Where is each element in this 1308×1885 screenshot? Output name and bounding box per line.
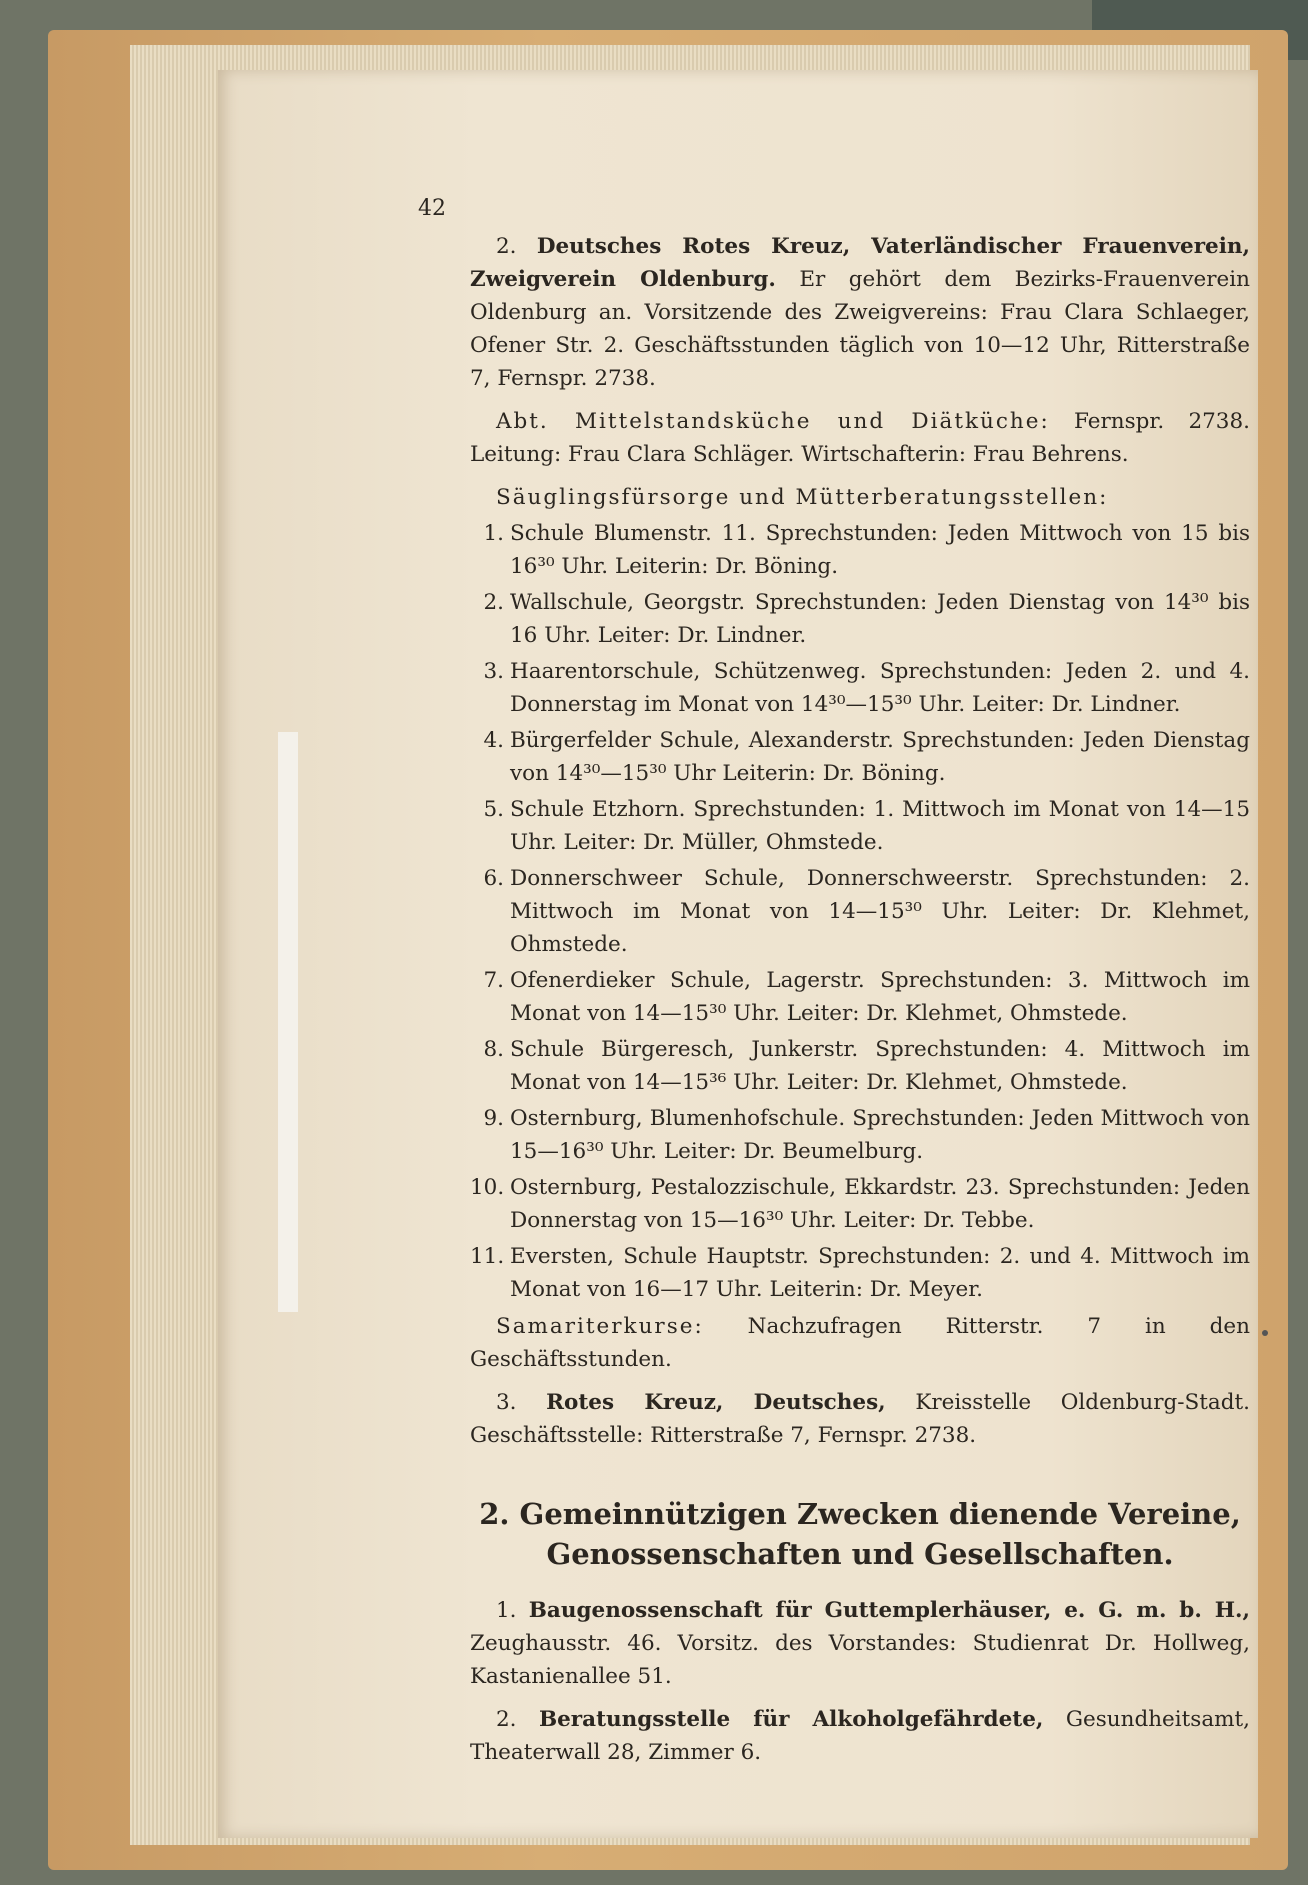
list-item	[470, 1240, 1250, 1306]
samariter-label: Samariterkurse:	[496, 1314, 704, 1339]
list-item-text: Donnerschweer Schule, Donnerschweerstr. Sprechstunden: 2. Mittwoch im Monat von 14—15³⁰ Uhr. Leiter: Dr. Klehmet, Ohmstede.	[510, 866, 1250, 957]
saeuglingsfuersorge-heading: Säuglingsfürsorge und Mütterberatungsstellen:	[496, 485, 1109, 510]
list-item-text: Osternburg, Pestalozzischule, Ekkardstr. 23. Sprechstunden: Jeden Donnerstag von 15—16³⁰ Uhr. Leiter: Dr. Tebbe.	[510, 1175, 1250, 1233]
section-heading: 2. Gemeinnützigen Zwecken dienende Vereine, Genossenschaften und Gesellschaften.	[479, 1497, 1241, 1571]
list-item-text: Haarentorschule, Schützenweg. Sprechstunden: Jeden 2. und 4. Donnerstag im Monat von 14³⁰—15³⁰ Uhr. Leiter: Dr. Lindner.	[510, 659, 1250, 717]
entry-baugenossenschaft: 1. Baugenossenschaft für Guttemplerhäuser, e. G. m. b. H., Zeughausstr. 46. Vorsitz. des Vorstandes: Studienrat Dr. Hollweg, Kastanienallee 51.	[470, 1598, 1250, 1689]
entry-rotes-kreuz-kreisstelle: 3. Rotes Kreuz, Deutsches, Kreisstelle Oldenburg-Stadt. Geschäftsstelle: Ritterstraße 7, Fernspr. 2738.	[470, 1390, 1250, 1448]
list-item-number: 2.	[483, 590, 504, 615]
entry-title: Deutsches Rotes Kreuz, Vaterländischer Frauenverein, Zweigverein Oldenburg.	[470, 234, 1250, 292]
entry-drk-zweigverein: 2. Deutsches Rotes Kreuz, Vaterländischer Frauenverein, Zweigverein Oldenburg. Er gehört dem Bezirks-Frauenverein Oldenburg an. Vorsitzende des Zweigvereins: Frau Clara Schlaeger, Ofener Str. 2. Geschäftsstunden täglich von 10—12 Uhr, Ritterstraße 7, Fernspr. 2738.	[470, 234, 1250, 391]
list-item	[470, 793, 1250, 859]
paper-strip	[278, 732, 298, 1312]
list-item-number: 11.	[470, 1244, 505, 1269]
entry-title: Baugenossenschaft für Guttemplerhäuser, e. G. m. b. H.,	[528, 1598, 1250, 1623]
entry-text: Gesundheitsamt, Theaterwall 28, Zimmer 6.	[470, 1707, 1251, 1765]
list-item-text: Bürgerfelder Schule, Alexanderstr. Sprechstunden: Jeden Dienstag von 14³⁰—15³⁰ Uhr Leiterin: Dr. Böning.	[510, 728, 1250, 786]
list-item-text: Wallschule, Georgstr. Sprechstunden: Jeden Dienstag von 14³⁰ bis 16 Uhr. Leiter: Dr. Lindner.	[510, 590, 1250, 648]
list-item	[470, 862, 1250, 961]
abt-mittelstandskueche	[470, 405, 1250, 471]
list-item-number: 8.	[483, 1037, 504, 1062]
page-content	[470, 230, 1250, 1769]
list-item-text: Schule Etzhorn. Sprechstunden: 1. Mittwoch im Monat von 14—15 Uhr. Leiter: Dr. Müller, Ohmstede.	[510, 797, 1250, 855]
list-item-text: Eversten, Schule Hauptstr. Sprechstunden: 2. und 4. Mittwoch im Monat von 16—17 Uhr. Leiterin: Dr. Meyer.	[510, 1244, 1250, 1302]
list-item-text: Ofenerdieker Schule, Lagerstr. Sprechstunden: 3. Mittwoch im Monat von 14—15³⁰ Uhr. Leiter: Dr. Klehmet, Ohmstede.	[510, 968, 1250, 1026]
entry-title: Beratungsstelle für Alkoholgefährdete,	[538, 1707, 1044, 1732]
list-item	[470, 724, 1250, 790]
list-item	[470, 517, 1250, 583]
samariter-text: Nachzufragen Ritterstr. 7 in den Geschäftsstunden.	[470, 1314, 1251, 1372]
entry-beratungsstelle-alkohol: 2. Beratungsstelle für Alkoholgefährdete, Gesundheitsamt, Theaterwall 28, Zimmer 6.	[470, 1707, 1251, 1765]
page-number: 42	[418, 196, 446, 221]
entry-text: Zeughausstr. 46. Vorsitz. des Vorstandes: Studienrat Dr. Hollweg, Kastanienallee 51.	[470, 1631, 1250, 1689]
list-item	[470, 964, 1250, 1030]
list-item-number: 1.	[483, 521, 504, 546]
list-item-text: Osternburg, Blumenhofschule. Sprechstunden: Jeden Mittwoch von 15—16³⁰ Uhr. Leiter: Dr. Beumelburg.	[510, 1106, 1250, 1164]
list-item-number: 4.	[483, 728, 504, 753]
list-item	[470, 1102, 1250, 1168]
list-item-number: 3.	[483, 659, 504, 684]
list-item-number: 6.	[483, 866, 504, 891]
list-item-number: 5.	[483, 797, 504, 822]
list-item-number: 9.	[483, 1106, 504, 1131]
list-item-text: Schule Blumenstr. 11. Sprechstunden: Jeden Mittwoch von 15 bis 16³⁰ Uhr. Leiterin: Dr. Böning.	[510, 521, 1250, 579]
list-item-number: 7.	[483, 968, 504, 993]
list-item	[470, 1033, 1250, 1099]
list-item-number: 10.	[470, 1175, 505, 1200]
entry-text: Er gehört dem Bezirks-Frauenverein Oldenburg an. Vorsitzende des Zweigvereins: Frau Clara Schlaeger, Ofener Str. 2. Geschäftsstunden täglich von 10—12 Uhr, Ritterstraße 7, Fernspr. 2738.	[470, 267, 1250, 391]
abt-label: Abt. Mittelstandsküche und Diätküche:	[496, 409, 1050, 434]
entry-text: Kreisstelle Oldenburg-Stadt. Geschäftsstelle: Ritterstraße 7, Fernspr. 2738.	[470, 1390, 1250, 1448]
samariterkurse	[470, 1310, 1250, 1376]
ink-dot	[1262, 1330, 1268, 1336]
beratungsstellen-list	[470, 517, 1250, 1306]
list-item-text: Schule Bürgeresch, Junkerstr. Sprechstunden: 4. Mittwoch im Monat von 14—15³⁶ Uhr. Leiter: Dr. Klehmet, Ohmstede.	[510, 1037, 1250, 1095]
list-item	[470, 655, 1250, 721]
entry-title: Rotes Kreuz, Deutsches,	[546, 1390, 886, 1415]
abt-text: Fernspr. 2738. Leitung: Frau Clara Schläger. Wirtschafterin: Frau Behrens.	[470, 409, 1250, 467]
list-item	[470, 1171, 1250, 1237]
list-item	[470, 586, 1250, 652]
